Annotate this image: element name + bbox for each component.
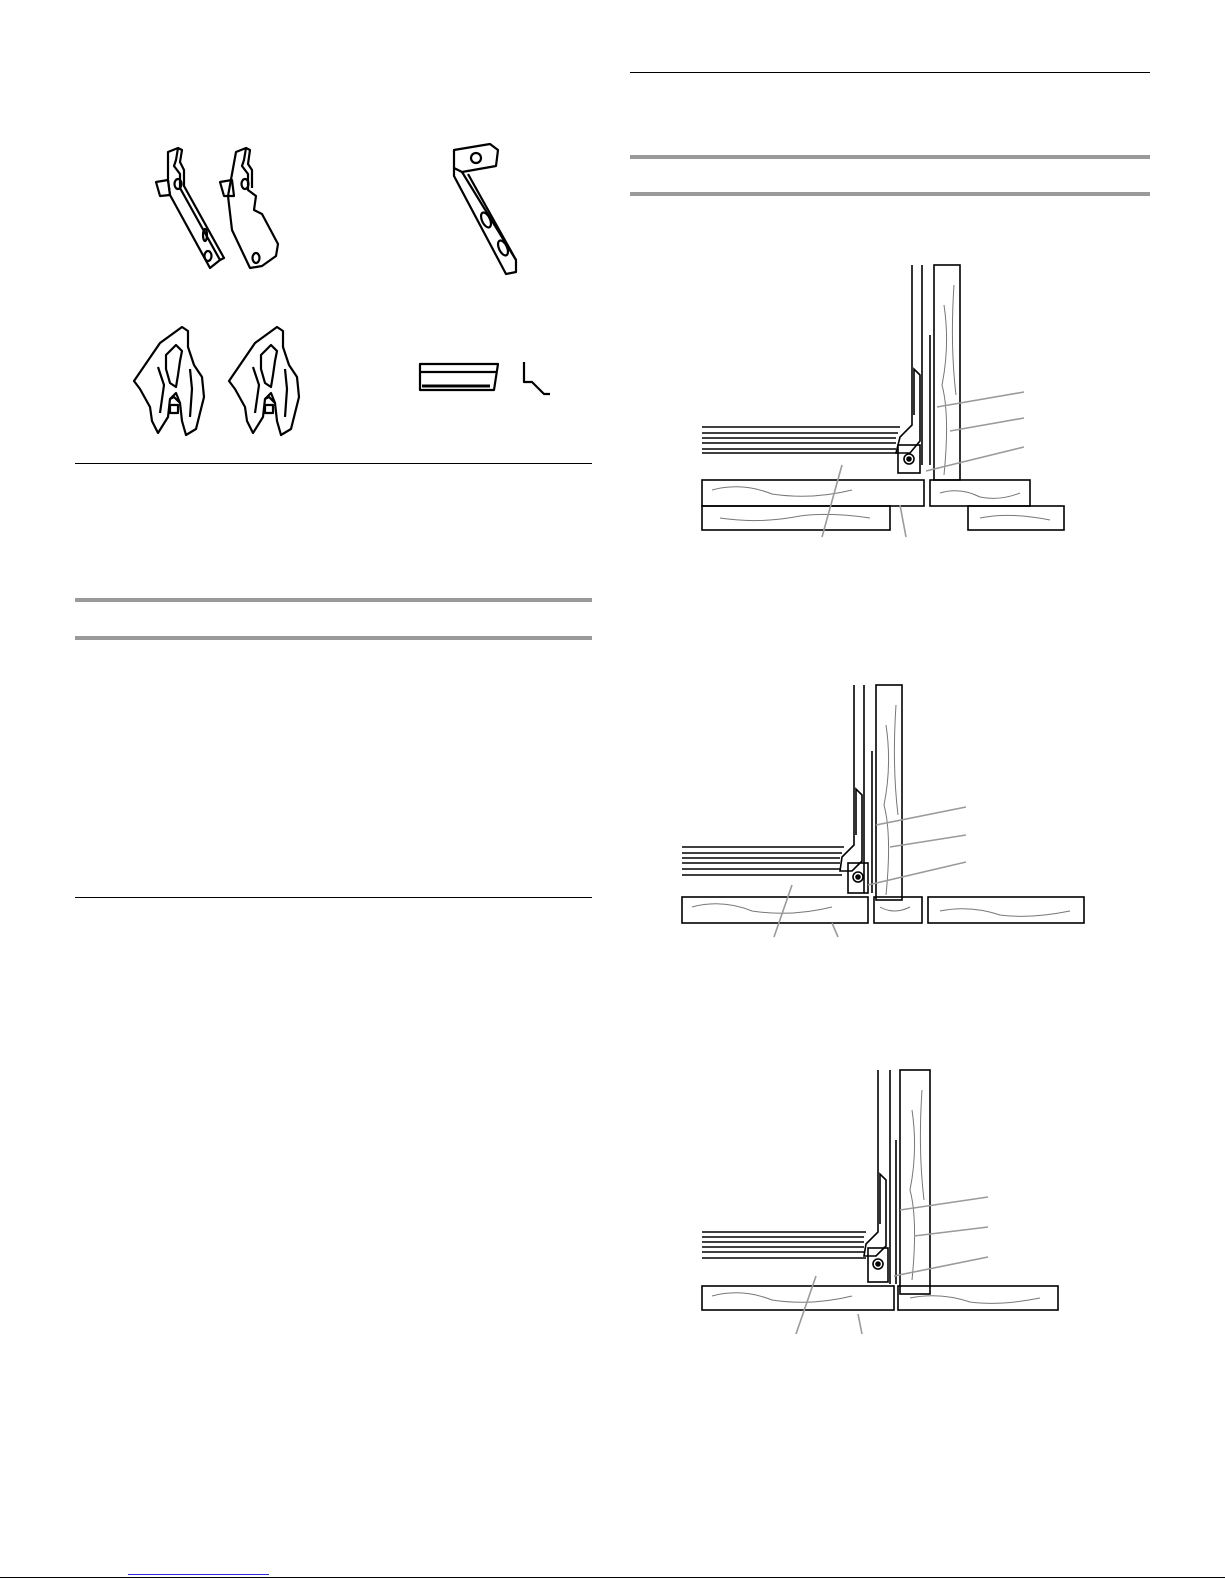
left-rule-2	[75, 897, 592, 898]
left-section-bar-1	[75, 598, 592, 602]
angled-mounting-bracket-icon	[440, 140, 540, 285]
left-rule-1	[75, 463, 592, 464]
installation-cross-section-diagram-1	[700, 265, 1080, 545]
trim-strip-profile-icon	[418, 360, 558, 400]
left-section-bar-2	[75, 636, 592, 640]
page-bottom-rule	[0, 1577, 1225, 1578]
hinge-brackets-pair-icon	[150, 140, 300, 280]
installation-cross-section-diagram-2	[680, 685, 1100, 945]
right-section-bar-1	[630, 155, 1150, 159]
footer-link-underline[interactable]	[128, 1574, 269, 1575]
right-section-bar-2	[630, 192, 1150, 196]
right-top-rule	[630, 72, 1150, 73]
installation-cross-section-diagram-3	[700, 1070, 1080, 1340]
spring-clips-pair-icon	[130, 325, 315, 445]
